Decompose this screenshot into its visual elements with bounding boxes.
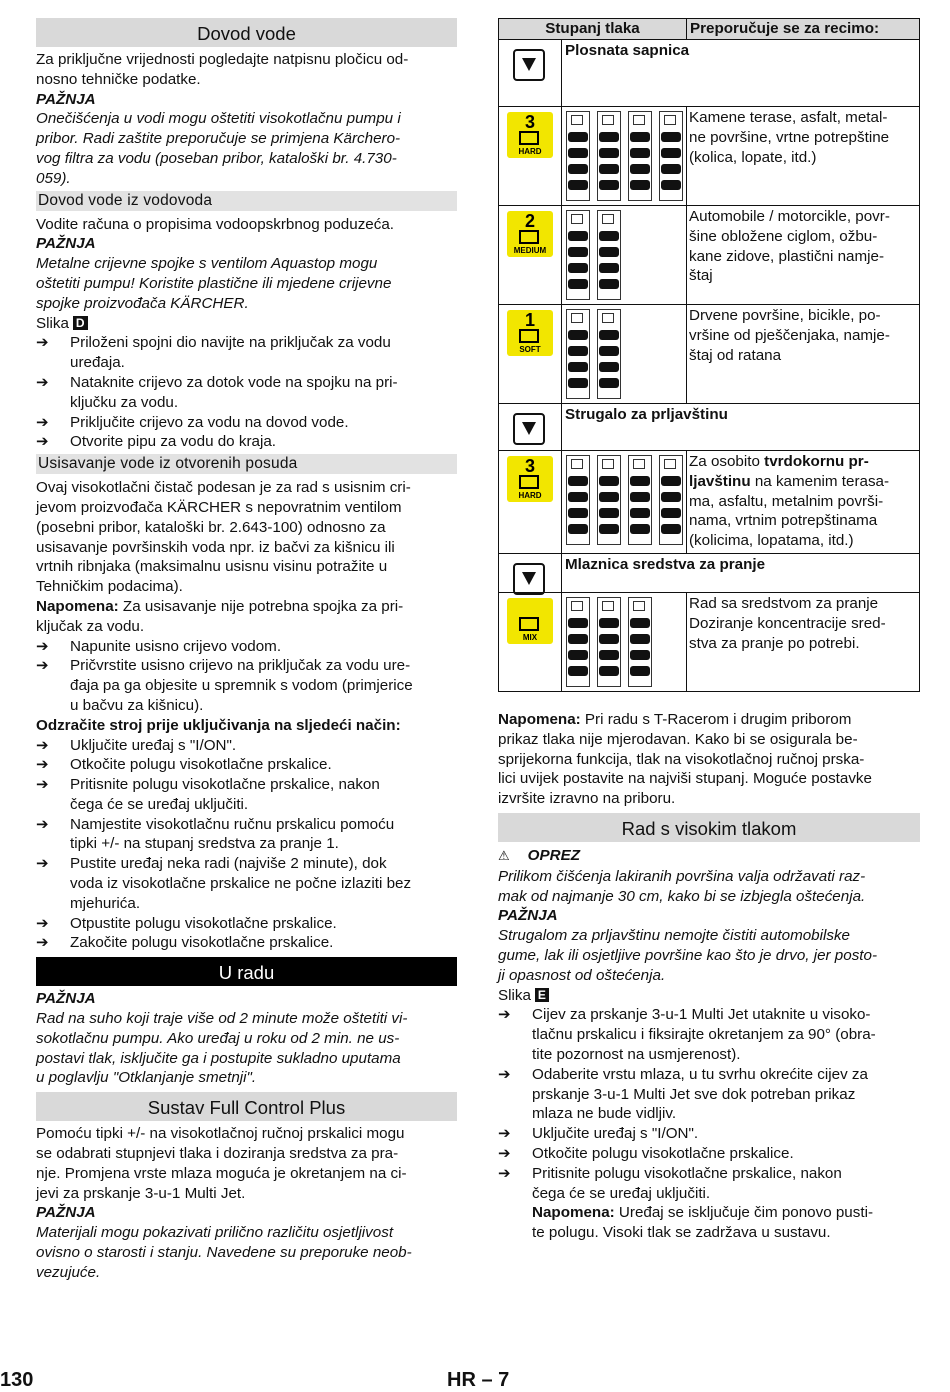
warning-label: PAŽNJA	[36, 90, 96, 108]
step-item	[36, 432, 457, 452]
display-symbol	[571, 313, 583, 323]
description-bold: ljavštinu	[689, 472, 751, 490]
figure-badge: D	[73, 316, 88, 330]
note-text: Uređaj se isključuje čim ponovo pusti-	[614, 1204, 874, 1222]
display-bar	[568, 650, 588, 660]
display-bar	[599, 524, 619, 534]
level-label: MIX	[522, 632, 538, 642]
step-line: ➔ Odaberite vrstu mlaza, u tu svrhu okrećite cijev za	[532, 1065, 868, 1083]
nozzle-triangle	[522, 58, 536, 71]
display-bar	[599, 362, 619, 372]
paragraph-line: nje. Promjena vrste mlaza moguća je okretanjem na ci-	[36, 1164, 407, 1182]
display-bar	[599, 508, 619, 518]
step-line: tite pozornost na usmjerenost).	[532, 1045, 741, 1063]
display-bar	[599, 346, 619, 356]
step-line: uređaja.	[70, 354, 125, 372]
step-line: ➔ Priloženi spojni dio navijte na priključak za vodu	[70, 334, 391, 352]
step-item	[36, 637, 457, 657]
display-bar	[630, 650, 650, 660]
step-line: ➔ Priključite crijevo za vodu na dovod vode.	[70, 413, 349, 431]
nozzle-icon	[513, 413, 545, 445]
level-soft-remote-cell	[562, 305, 687, 404]
step-item	[36, 755, 457, 775]
level-dirt-icon	[507, 456, 553, 502]
pressure-table	[498, 18, 920, 692]
display-symbol	[602, 459, 614, 469]
caution-label	[498, 846, 920, 867]
display-bar	[599, 263, 619, 273]
display-bar	[599, 180, 619, 190]
caution-text: OPREZ	[527, 846, 580, 864]
display-bar	[599, 634, 619, 644]
warning-label: PAŽNJA	[36, 235, 96, 253]
nozzle-triangle	[522, 572, 536, 585]
level-mix-badge-cell	[499, 592, 562, 691]
display-bar	[568, 180, 588, 190]
display-bar	[630, 666, 650, 676]
display-bar	[630, 132, 650, 142]
step-line: đaja pa ga objesite u spremnik s vodom (primjerice	[70, 677, 413, 695]
level-mix-description	[687, 592, 920, 691]
nozzle-icon	[513, 563, 545, 595]
note-text: lici uvijek postavite na najviši stupanj. Moguće postavke	[498, 770, 872, 788]
caution-icon: ⚠	[498, 848, 510, 864]
step-item	[36, 736, 457, 756]
display-bar	[568, 263, 588, 273]
caution-line: Prilikom čišćenja lakiranih površina valja održavati raz-	[498, 867, 866, 885]
step-item	[36, 775, 457, 815]
description-line: Drvene površine, bicikle, po-	[689, 307, 881, 324]
display-bar	[630, 164, 650, 174]
description-line: Rad sa sredstvom za pranje	[689, 594, 879, 612]
display-symbol	[633, 601, 645, 611]
remote-display-icon	[597, 597, 621, 687]
display-symbol	[602, 115, 614, 125]
display-bar	[661, 148, 681, 158]
level-symbol	[519, 230, 539, 244]
display-symbol	[571, 115, 583, 125]
description-line: (kolica, lopate, itd.)	[689, 148, 817, 166]
step-line: ključku za vodu.	[70, 393, 179, 411]
level-soft-description	[687, 305, 920, 404]
display-bar	[568, 330, 588, 340]
col-header-recommend: Preporučuje se za recimo:	[687, 19, 920, 40]
remote-display-icon	[628, 455, 652, 545]
display-bar	[599, 148, 619, 158]
description-line: vršine od pješčenjaka, namje-	[689, 326, 890, 344]
display-symbol	[602, 214, 614, 224]
step-line: ➔ Otkočite polugu visokotlačne prskalice.	[532, 1144, 794, 1162]
description-line: kane zidove, plastični namje-	[689, 247, 885, 265]
level-dirt-badge-cell	[499, 451, 562, 554]
description-line: nama, vrtnim potrepštinama	[689, 512, 878, 530]
display-bar	[568, 279, 588, 289]
note-text: prikaz tlaka nije mjerodavan. Kako bi se osigurala be-	[498, 730, 858, 748]
display-bar	[599, 132, 619, 142]
section-detergent-nozzle: Mlaznica sredstva za pranje	[562, 553, 920, 592]
level-number: 3	[524, 456, 535, 476]
step-line: ➔ Otpustite polugu visokotlačne prskalice.	[70, 914, 337, 932]
description-line: Kamene terase, asfalt, metal-	[689, 109, 888, 126]
paragraph-line: Za priključne vrijednosti pogledajte natpisnu pločicu od-	[36, 51, 409, 68]
step-line: ➔ Zakočite polugu visokotlačne prskalice.	[70, 934, 334, 952]
heading-u-radu: U radu	[36, 957, 457, 986]
figure-label: Slika	[36, 314, 69, 332]
display-bar	[568, 362, 588, 372]
display-bar	[599, 378, 619, 388]
remote-display-icon	[628, 111, 652, 201]
step-line: ➔ Pričvrstite usisno crijevo na priključak za vodu ure-	[70, 657, 411, 675]
display-symbol	[571, 601, 583, 611]
step-item	[498, 1005, 920, 1064]
step-line: čega će se uređaj uključiti.	[70, 795, 249, 813]
description-line: stva za pranje po potrebi.	[689, 634, 860, 652]
remote-display-icon	[597, 309, 621, 399]
display-bar	[630, 180, 650, 190]
table-row	[499, 19, 920, 40]
warning-line: 059).	[36, 169, 71, 187]
table-row	[499, 40, 920, 107]
remote-display-icon	[597, 455, 621, 545]
step-item	[36, 373, 457, 413]
warning-line: Strugalom za prljavštinu nemojte čistiti automobilske	[498, 927, 850, 945]
step-line: ➔ Uključite uređaj s "I/ON".	[70, 736, 237, 754]
step-line: mjehurića.	[70, 894, 141, 912]
display-bar	[599, 231, 619, 241]
display-bar	[568, 524, 588, 534]
display-bar	[568, 231, 588, 241]
note	[498, 710, 920, 730]
description-line: ne površine, vrtne potrepštine	[689, 128, 890, 146]
remote-display-icon	[628, 597, 652, 687]
description-bold: tvrdokornu pr-	[764, 453, 869, 470]
description-line: štaj	[689, 267, 713, 285]
step-line: ➔ Otvorite pipu za vodu do kraja.	[70, 433, 276, 451]
display-bar	[630, 524, 650, 534]
warning-label: PAŽNJA	[36, 1204, 96, 1222]
level-label: HARD	[518, 491, 542, 500]
warning-line: Metalne crijevne spojke s ventilom Aquastop mogu	[36, 255, 378, 273]
level-label: MEDIUM	[513, 246, 547, 255]
display-bar	[630, 476, 650, 486]
level-soft-badge-cell	[499, 305, 562, 404]
level-label: HARD	[518, 147, 542, 156]
level-symbol	[519, 617, 539, 631]
display-bar	[568, 378, 588, 388]
level-label: SOFT	[519, 345, 541, 354]
level-number: 1	[524, 310, 535, 330]
warning-line: gume, lak ili osjetljive površine kao što je drvo, jer posto-	[498, 946, 878, 964]
table-row	[499, 404, 920, 451]
paragraph-line: Pomoću tipki +/- na visokotlačnoj ručnoj prskalici mogu	[36, 1125, 405, 1143]
description-text: na kamenim terasa-	[750, 472, 890, 490]
note	[36, 597, 457, 617]
step-line: prskanje 3-u-1 Multi Jet sve dok potreban prikaz	[532, 1085, 856, 1103]
section-flat-nozzle: Plosnata sapnica	[562, 40, 920, 107]
display-symbol	[633, 115, 645, 125]
heading-full-control: Sustav Full Control Plus	[36, 1092, 457, 1121]
remote-display-icon	[597, 111, 621, 201]
warning-line: postavi tlak, isključite ga i postupite sukladno uputama	[36, 1049, 401, 1067]
display-bar	[661, 164, 681, 174]
heading-dovod-vode: Dovod vode	[36, 18, 457, 47]
step-line: mlaza ne bude vidljiv.	[532, 1105, 677, 1123]
level-symbol	[519, 131, 539, 145]
display-bar	[599, 618, 619, 628]
remote-display-icon	[659, 111, 683, 201]
display-bar	[630, 508, 650, 518]
level-soft-icon	[507, 310, 553, 356]
display-bar	[630, 634, 650, 644]
paragraph-line: Ovaj visokotlačni čistač podesan je za rad s usisnim cri-	[36, 479, 411, 497]
step-line: ➔ Pritisnite polugu visokotlačne prskalice, nakon	[532, 1164, 842, 1182]
display-bar	[630, 148, 650, 158]
level-mix-remote-cell	[562, 592, 687, 691]
detergent-nozzle-icon-cell	[499, 553, 562, 592]
paragraph-line: (posebni pribor, kataloški br. 2.643-100) odnosno za	[36, 518, 386, 536]
warning-line: Onečišćenja u vodi mogu oštetiti visokotlačnu pumpu i	[36, 110, 401, 128]
step-line: ➔ Pritisnite polugu visokotlačne prskalice, nakon	[70, 776, 380, 794]
description-line: štaj od ratana	[689, 346, 782, 364]
note-text: ključak za vodu.	[36, 617, 145, 635]
display-bar	[568, 634, 588, 644]
description-line	[689, 472, 917, 492]
table-row	[499, 553, 920, 592]
table-row	[499, 305, 920, 404]
step-item	[36, 815, 457, 855]
level-number: 3	[524, 112, 535, 132]
display-bar	[568, 666, 588, 676]
step-line: ➔ Uključite uređaj s "I/ON".	[532, 1125, 699, 1143]
step-line: tlačnu prskalicu i fiksirajte okretanjem za 90° (obra-	[532, 1026, 876, 1044]
display-bar	[568, 346, 588, 356]
level-hard-description	[687, 107, 920, 206]
spacer	[498, 692, 920, 710]
level-medium-description	[687, 206, 920, 305]
display-bar	[568, 164, 588, 174]
warning-line: ovisno o starosti i stanju. Navedene su preporuke neob-	[36, 1244, 412, 1262]
nozzle-icon	[513, 49, 545, 81]
step-line: ➔ Namjestite visokotlačnu ručnu prskalicu pomoću	[70, 815, 395, 833]
display-bar	[630, 618, 650, 628]
level-dirt-remote-cell	[562, 451, 687, 554]
step-line: ➔ Otkočite polugu visokotlačne prskalice.	[70, 756, 332, 774]
figure-ref	[498, 986, 920, 1006]
display-bar	[568, 492, 588, 502]
description-line	[689, 452, 917, 472]
note	[498, 1203, 920, 1223]
display-bar	[661, 476, 681, 486]
note-text: Za usisavanje nije potrebna spojka za pri-	[118, 597, 404, 615]
paragraph-line: Vodite računa o propisima vodoopskrbnog poduzeća.	[36, 215, 394, 233]
note-label: Napomena:	[498, 710, 581, 728]
figure-label: Slika	[498, 986, 531, 1004]
section-dirt-blaster: Strugalo za prljavštinu	[562, 404, 920, 451]
step-line: ➔ Napunite usisno crijevo vodom.	[70, 637, 282, 655]
level-hard-icon	[507, 112, 553, 158]
description-line: šine obložene ciglom, ožbu-	[689, 227, 878, 245]
display-bar	[568, 508, 588, 518]
display-symbol	[602, 601, 614, 611]
display-symbol	[602, 313, 614, 323]
level-medium-icon	[507, 211, 553, 257]
warning-line: u poglavlju "Otklanjanje smetnji".	[36, 1069, 257, 1087]
step-item	[498, 1144, 920, 1164]
heading-rad-visokim-tlakom: Rad s visokim tlakom	[498, 813, 920, 842]
table-row	[499, 592, 920, 691]
note-text: te polugu. Visoki tlak se zadržava u sustavu.	[532, 1224, 831, 1242]
display-symbol	[633, 459, 645, 469]
paragraph-line: jevom proizvođača KÄRCHER s nepovratnim ventilom	[36, 498, 402, 516]
paragraph-line: Tehničkim podacima).	[36, 578, 183, 596]
level-symbol	[519, 475, 539, 489]
display-bar	[599, 247, 619, 257]
step-line: čega će se uređaj uključiti.	[532, 1184, 711, 1202]
display-bar	[568, 618, 588, 628]
warning-line: Rad na suho koji traje više od 2 minute može oštetiti vi-	[36, 1010, 408, 1028]
warning-label: PAŽNJA	[36, 990, 96, 1008]
display-bar	[599, 492, 619, 502]
description-text: Za osobito	[689, 453, 765, 470]
display-bar	[630, 492, 650, 502]
step-line: tipki +/- na stupanj sredstva za pranje 1.	[70, 835, 339, 853]
remote-display-icon	[566, 309, 590, 399]
display-symbol	[664, 115, 676, 125]
display-bar	[599, 164, 619, 174]
step-item	[36, 914, 457, 934]
step-item	[36, 854, 457, 913]
paragraph-line: jevi za prskanje 3-u-1 Multi Jet.	[36, 1184, 246, 1202]
paragraph-line: se odabrati stupnjevi tlaka i doziranja sredstva za pra-	[36, 1145, 399, 1163]
display-bar	[568, 247, 588, 257]
caution-line: mak od najmanje 30 cm, kako bi se izbjegla oštećenja.	[498, 887, 866, 905]
description-line: Doziranje koncentracije sred-	[689, 614, 886, 632]
step-item	[498, 1124, 920, 1144]
remote-display-icon	[566, 210, 590, 300]
level-dirt-description	[687, 451, 920, 554]
section-code: HR – 7	[447, 1369, 510, 1391]
level-medium-badge-cell	[499, 206, 562, 305]
display-bar	[599, 476, 619, 486]
warning-line: vog filtra za vodu (poseban pribor, kataloški br. 4.730-	[36, 149, 397, 167]
warning-label: PAŽNJA	[498, 907, 558, 925]
level-medium-remote-cell	[562, 206, 687, 305]
paragraph-line: usisavanje površinskih voda npr. iz bačvi za kišnicu ili	[36, 538, 395, 556]
table-row	[499, 206, 920, 305]
step-item	[498, 1065, 920, 1124]
note-text: Pri radu s T-Racerom i drugim priborom	[580, 710, 852, 728]
display-bar	[599, 330, 619, 340]
flat-nozzle-icon-cell	[499, 40, 562, 107]
step-item	[36, 333, 457, 373]
level-hard-remote-cell	[562, 107, 687, 206]
display-bar	[599, 666, 619, 676]
figure-ref	[36, 314, 457, 334]
description-line: Automobile / motorcikle, povr-	[689, 208, 890, 225]
paragraph-line: vrtnih ribnjaka (maksimalnu usisnu visinu potražite u	[36, 558, 388, 576]
page-number: 130	[0, 1369, 34, 1391]
display-bar	[661, 492, 681, 502]
step-item	[498, 1164, 920, 1204]
step-item	[36, 413, 457, 433]
description-line: (kolicima, lopatama, itd.)	[689, 532, 854, 550]
heading-vodovod: Dovod vode iz vodovoda	[36, 191, 457, 211]
display-bar	[661, 180, 681, 190]
remote-display-icon	[566, 597, 590, 687]
note-text: sprijekorna funkcija, tlak na visokotlačnoj ručnoj prska-	[498, 750, 865, 768]
step-line: u bačvu za kišnicu).	[70, 696, 204, 714]
level-mix-icon	[507, 598, 553, 644]
step-line: ➔ Pustite uređaj neka radi (najviše 2 minute), dok	[70, 855, 387, 873]
warning-line: sokotlačnu pumpu. Ako uređaj u roku od 2 min. ne us-	[36, 1029, 400, 1047]
display-symbol	[571, 214, 583, 224]
remote-display-icon	[566, 455, 590, 545]
warning-line: Materijali mogu pokazivati prilično različitu osjetljivost	[36, 1224, 394, 1242]
display-bar	[599, 650, 619, 660]
step-line: ➔ Nataknite crijevo za dotok vode na spojku na pri-	[70, 373, 398, 391]
dirt-blaster-icon-cell	[499, 404, 562, 451]
warning-line: spojke proizvođača KÄRCHER.	[36, 294, 249, 312]
note-label: Napomena:	[36, 597, 119, 615]
table-row	[499, 107, 920, 206]
display-bar	[568, 132, 588, 142]
level-symbol	[519, 329, 539, 343]
step-item	[36, 933, 457, 953]
heading-usisavanje: Usisavanje vode iz otvorenih posuda	[36, 454, 457, 474]
step-line: ➔ Cijev za prskanje 3-u-1 Multi Jet utaknite u visoko-	[532, 1006, 871, 1024]
warning-line: vezujuće.	[36, 1263, 101, 1281]
figure-badge: E	[535, 988, 549, 1002]
warning-line: oštetiti pumpu! Koristite plastične ili mjedene crijevne	[36, 274, 392, 292]
remote-display-icon	[597, 210, 621, 300]
nozzle-triangle	[522, 422, 536, 435]
description-line: ma, asfaltu, metalnim površi-	[689, 492, 884, 510]
step-line: voda iz visokotlačne prskalice ne počne izlaziti bez	[70, 875, 412, 893]
level-hard-badge-cell	[499, 107, 562, 206]
col-header-level: Stupanj tlaka	[499, 19, 687, 40]
table-row	[499, 451, 920, 554]
warning-line: pribor. Radi zaštite preporučuje se primjena Kärchero-	[36, 130, 401, 148]
note-text: izvršite izravno na priboru.	[498, 790, 676, 808]
paragraph-line: nosno tehničke podatke.	[36, 70, 201, 88]
display-symbol	[571, 459, 583, 469]
display-bar	[661, 524, 681, 534]
warning-line: ji opasnost od oštećenja.	[498, 966, 666, 984]
remote-display-icon	[566, 111, 590, 201]
note-label: Napomena:	[532, 1204, 615, 1222]
right-column	[498, 18, 920, 1243]
display-bar	[661, 508, 681, 518]
level-number: 2	[524, 211, 535, 231]
display-bar	[661, 132, 681, 142]
display-symbol	[664, 459, 676, 469]
bold-title: Odzračite stroj prije uključivanja na sljedeći način:	[36, 716, 401, 734]
left-column	[36, 18, 457, 1283]
display-bar	[568, 476, 588, 486]
remote-display-icon	[659, 455, 683, 545]
display-bar	[568, 148, 588, 158]
display-bar	[599, 279, 619, 289]
step-item	[36, 656, 457, 715]
